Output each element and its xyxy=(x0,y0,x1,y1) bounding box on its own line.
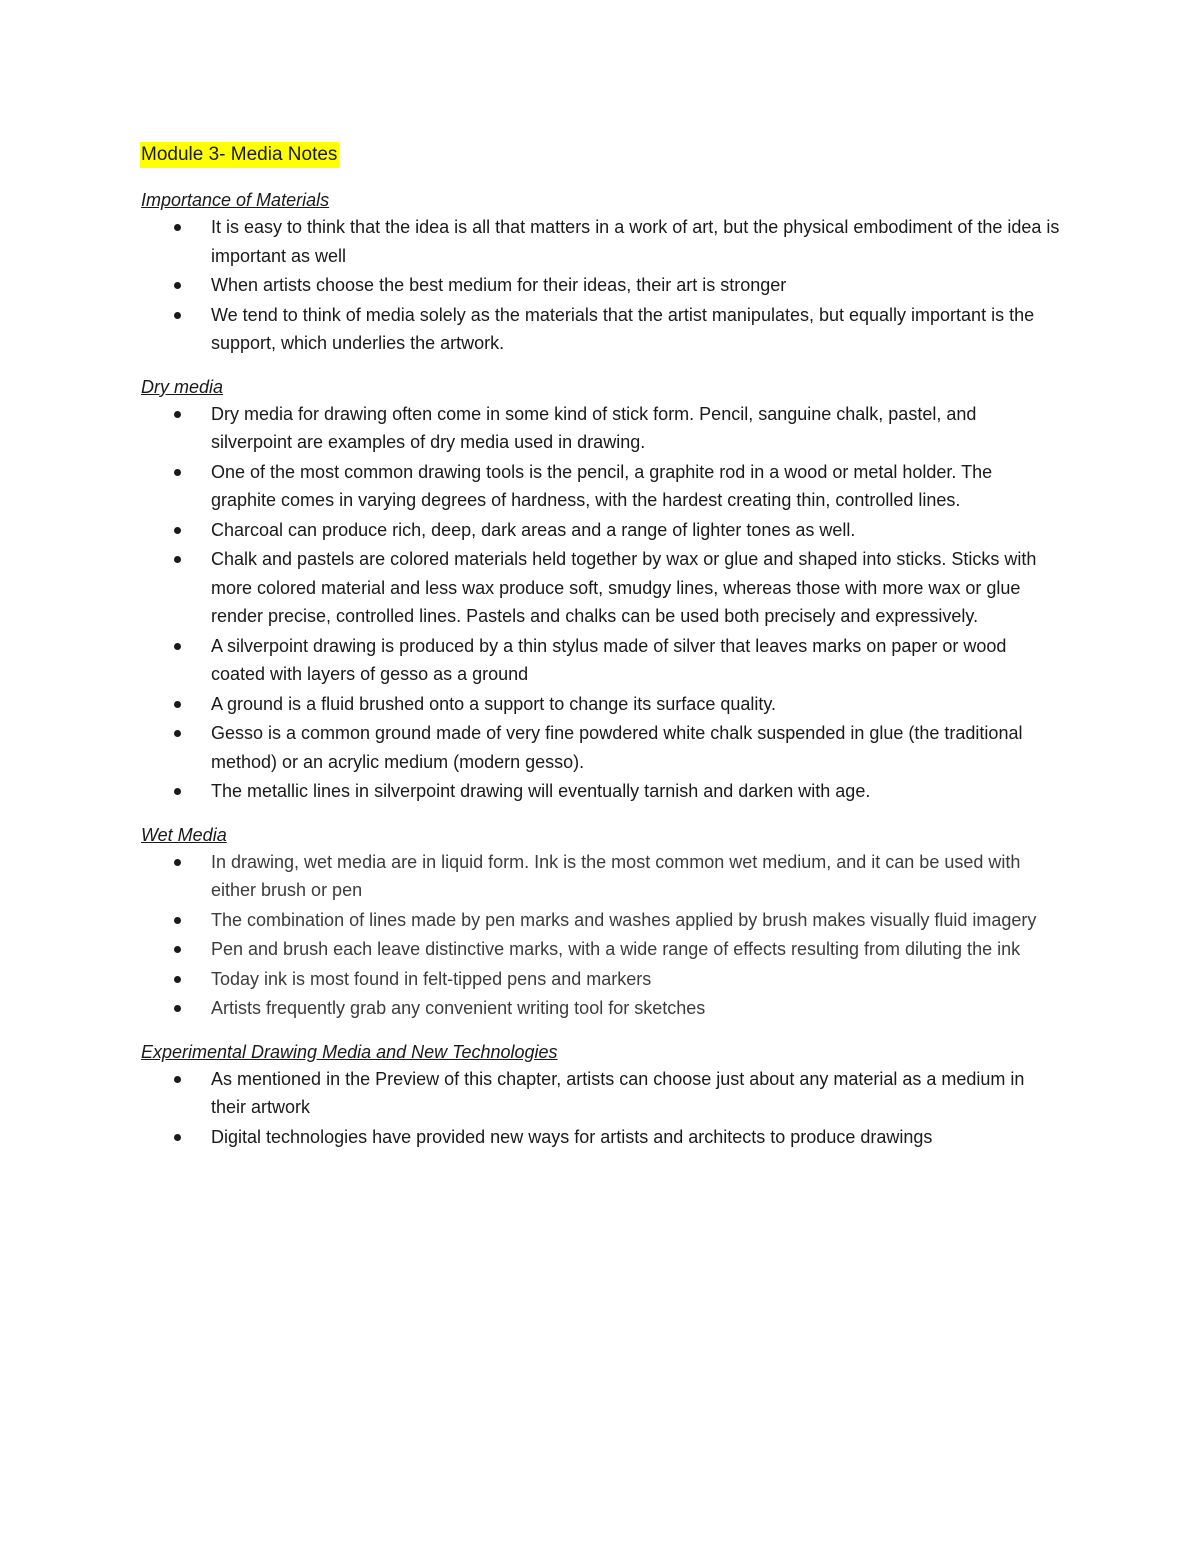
section-heading-importance-of-materials: Importance of Materials xyxy=(141,190,330,210)
list-item xyxy=(141,516,1061,545)
bullet-icon xyxy=(174,411,181,418)
list-item xyxy=(141,906,1061,935)
bullet-icon xyxy=(174,1005,181,1012)
bullet-icon xyxy=(174,976,181,983)
list-item xyxy=(141,1123,1061,1152)
bullet-icon xyxy=(174,312,181,319)
list-item-text: As mentioned in the Preview of this chapter, artists can choose just about any material as a medium in their artwork xyxy=(211,1068,1025,1117)
list-item-text: A silverpoint drawing is produced by a thin stylus made of silver that leaves marks on paper or wood coated with layers of gesso as a ground xyxy=(211,635,1007,684)
list-item-text: It is easy to think that the idea is all that matters in a work of art, but the physical embodiment of the idea is important as well xyxy=(211,217,1060,266)
list-item xyxy=(141,458,1061,515)
bullet-icon xyxy=(174,1134,181,1141)
bullet-icon xyxy=(174,788,181,795)
list-item-text: The combination of lines made by pen marks and washes applied by brush makes visually fluid imagery xyxy=(211,909,1037,930)
section-heading-wet-media: Wet Media xyxy=(141,824,227,845)
list-item-text: In drawing, wet media are in liquid form. Ink is the most common wet medium, and it can be used with either brush or pen xyxy=(211,851,1021,900)
bullet-icon xyxy=(174,282,181,289)
bullet-icon xyxy=(174,556,181,563)
list-item xyxy=(141,271,1061,300)
list-item-text: Today ink is most found in felt-tipped pens and markers xyxy=(211,968,652,989)
bullet-icon xyxy=(174,859,181,866)
bullet-icon xyxy=(174,701,181,708)
bullet-icon xyxy=(174,643,181,650)
bullet-list-wet-media xyxy=(141,848,1061,1023)
list-item xyxy=(141,400,1061,457)
list-item xyxy=(141,213,1061,270)
bullet-icon xyxy=(174,527,181,534)
list-item xyxy=(141,965,1061,994)
section-heading-dry-media: Dry media xyxy=(141,376,224,397)
list-item-text: Charcoal can produce rich, deep, dark areas and a range of lighter tones as well. xyxy=(211,519,856,540)
list-item xyxy=(141,690,1061,719)
bullet-icon xyxy=(174,730,181,737)
document-title: Module 3- Media Notes xyxy=(140,142,339,168)
list-item xyxy=(141,777,1061,806)
list-item-text: One of the most common drawing tools is the pencil, a graphite rod in a wood or metal holder. The graphite comes in varying degrees of hardness, with the hardest creating thin, controlled lines. xyxy=(211,461,993,510)
list-item-text: Digital technologies have provided new ways for artists and architects to produce drawings xyxy=(211,1126,933,1147)
bullet-icon xyxy=(174,946,181,953)
list-item-text: The metallic lines in silverpoint drawing will eventually tarnish and darken with age. xyxy=(211,781,871,801)
list-item xyxy=(141,545,1061,631)
list-item-text: Chalk and pastels are colored materials held together by wax or glue and shaped into sticks. Sticks with more colored material and less wax produce soft, smudgy lines, whereas those with more wax or glue render precise, controlled lines. Pastels and chalks can be used both precisely and expressively. xyxy=(211,549,1037,626)
list-item xyxy=(141,719,1061,776)
list-item-text: When artists choose the best medium for their ideas, their art is stronger xyxy=(211,275,787,295)
bullet-list-dry-media xyxy=(141,400,1061,806)
document-body xyxy=(141,142,1061,1152)
list-item xyxy=(141,1065,1061,1122)
list-item-text: We tend to think of media solely as the materials that the artist manipulates, but equally important is the support, which underlies the artwork. xyxy=(211,304,1035,353)
list-item-text: Artists frequently grab any convenient writing tool for sketches xyxy=(211,998,706,1018)
bullet-list-experimental-drawing-media xyxy=(141,1065,1061,1152)
list-item xyxy=(141,935,1061,964)
list-item-text: A ground is a fluid brushed onto a support to change its surface quality. xyxy=(211,693,777,714)
bullet-icon xyxy=(174,224,181,231)
list-item xyxy=(141,301,1061,358)
bullet-icon xyxy=(174,917,181,924)
list-item-text: Dry media for drawing often come in some kind of stick form. Pencil, sanguine chalk, pastel, and silverpoint are examples of dry media used in drawing. xyxy=(211,403,977,452)
bullet-icon xyxy=(174,469,181,476)
list-item-text: Pen and brush each leave distinctive marks, with a wide range of effects resulting from diluting the ink xyxy=(211,939,1021,959)
bullet-list-importance-of-materials xyxy=(141,213,1061,358)
list-item xyxy=(141,994,1061,1023)
bullet-icon xyxy=(174,1076,181,1083)
title-row xyxy=(141,142,1061,168)
list-item-text: Gesso is a common ground made of very fine powdered white chalk suspended in glue (the traditional method) or an acrylic medium (modern gesso). xyxy=(211,723,1023,772)
section-heading-experimental-drawing-media: Experimental Drawing Media and New Technologies xyxy=(141,1041,558,1062)
list-item xyxy=(141,848,1061,905)
list-item xyxy=(141,632,1061,689)
